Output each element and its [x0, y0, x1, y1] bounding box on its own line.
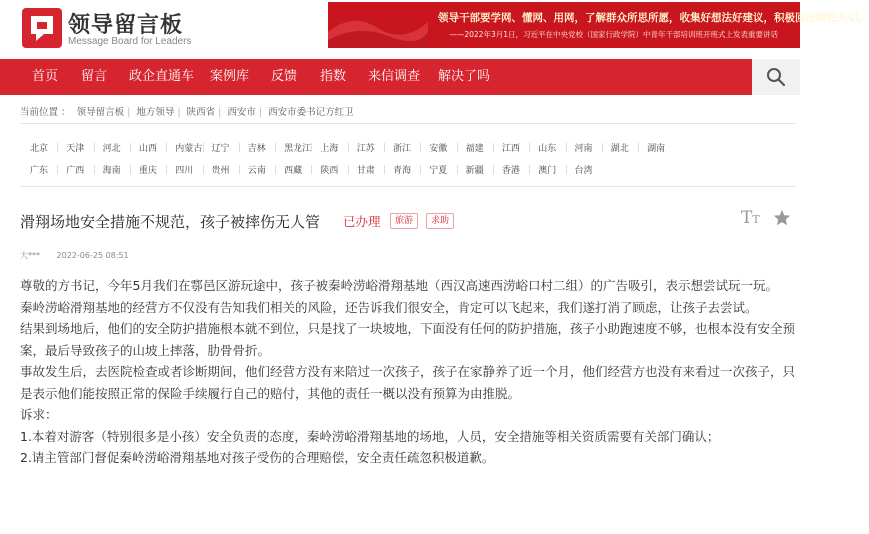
region-link[interactable]: 广东	[30, 166, 49, 176]
search-button[interactable]	[752, 59, 800, 95]
region-separator	[420, 165, 421, 174]
nav-feedback[interactable]: 反馈	[271, 69, 298, 84]
region-separator	[94, 143, 95, 152]
region-separator	[94, 165, 95, 174]
author: 大***	[20, 251, 40, 260]
region-link[interactable]: 甘肃	[356, 166, 375, 176]
region-separator	[311, 165, 312, 174]
region-link[interactable]: 贵州	[211, 166, 230, 176]
header-banner	[328, 2, 869, 48]
region-link[interactable]: 浙江	[393, 144, 412, 154]
font-size-icon[interactable]: TT	[741, 208, 760, 228]
region-separator	[348, 165, 349, 174]
banner-quote: 领导干部要学网、懂网、用网，了解群众所思所愿，收集好想法好建议，积极回应网民关切。	[438, 12, 869, 24]
region-separator	[493, 165, 494, 174]
region-link[interactable]: 安徽	[429, 144, 448, 154]
region-link[interactable]: 广西	[66, 166, 85, 176]
logo-mark-icon	[22, 8, 62, 48]
message-paragraph: 尊敬的方书记，今年5月我们在鄠邑区游玩途中，孩子被秦岭涝峪滑翔基地（西汉高速西涝峪口村二组）的广告吸引，表示想尝试玩一玩。	[20, 278, 778, 293]
region-link[interactable]: 重庆	[138, 166, 157, 176]
breadcrumb-separator: |	[177, 107, 181, 118]
region-separator	[239, 165, 240, 174]
region-separator	[529, 143, 530, 152]
post-date: 2022-06-25 08:51	[56, 251, 129, 260]
region-link[interactable]: 云南	[247, 166, 266, 176]
nav-solved[interactable]: 解决了吗	[438, 69, 491, 84]
region-link[interactable]: 江西	[501, 144, 520, 154]
region-link[interactable]: 河南	[574, 144, 593, 154]
region-separator	[57, 143, 58, 152]
region-link[interactable]: 江苏	[356, 144, 375, 154]
message-paragraph: 秦岭涝峪滑翔基地的经营方不仅没有告知我们相关的风险，还告诉我们很安全，肯定可以飞起来，我们遂打消了顾虑，让孩子去尝试。	[20, 299, 758, 315]
region-link[interactable]: 宁夏	[429, 166, 448, 176]
region-separator	[457, 143, 458, 152]
region-separator	[384, 143, 385, 152]
region-link[interactable]: 福建	[465, 144, 484, 154]
region-link[interactable]: 上海	[320, 144, 339, 154]
message-body	[20, 275, 795, 469]
region-separator	[203, 143, 204, 152]
favorite-star-icon[interactable]	[773, 209, 791, 226]
region-separator	[275, 165, 276, 174]
region-separator	[420, 143, 421, 152]
region-link[interactable]: 四川	[175, 166, 194, 176]
region-link[interactable]: 湖南	[647, 144, 666, 154]
breadcrumb-separator: |	[127, 107, 131, 118]
region-link[interactable]: 河北	[102, 144, 121, 154]
nav-index[interactable]: 指数	[320, 69, 347, 84]
region-separator	[275, 143, 276, 152]
nav-message[interactable]: 留言	[81, 69, 108, 84]
breadcrumb-item[interactable]: 领导留言板	[76, 107, 125, 118]
region-link[interactable]: 吉林	[247, 144, 266, 154]
message-paragraph: 诉求：	[20, 407, 58, 422]
logo-title: 领导留言板	[68, 13, 184, 38]
region-link[interactable]: 台湾	[574, 166, 593, 176]
region-separator	[566, 143, 567, 152]
tag-help[interactable]: 求助	[426, 213, 454, 229]
region-separator	[130, 143, 131, 152]
region-link[interactable]: 山西	[138, 144, 157, 154]
breadcrumb-item[interactable]: 西安市委书记方红卫	[268, 107, 354, 118]
region-separator	[130, 165, 131, 174]
site-header	[0, 0, 869, 58]
message-meta	[20, 250, 129, 261]
region-separator	[166, 143, 167, 152]
site-logo[interactable]	[22, 6, 202, 52]
region-separator	[529, 165, 530, 174]
breadcrumb	[20, 104, 357, 118]
region-link[interactable]: 辽宁	[211, 144, 230, 154]
region-link[interactable]: 香港	[501, 166, 520, 176]
breadcrumb-separator: |	[218, 107, 222, 118]
region-separator	[493, 143, 494, 152]
message-paragraph: 事故发生后，去医院检查或者诊断期间，他们经营方没有来陪过一次孩子，孩子在家静养了近一个月，他们经营方也没有来看过一次孩子，只是表示他们能按照正常的保险手续履行自己的赔付，其他的责任一概以没有预算为由推脱。	[20, 364, 796, 401]
region-separator	[57, 165, 58, 174]
region-link[interactable]: 北京	[30, 144, 49, 154]
region-separator	[566, 165, 567, 174]
region-link[interactable]: 内蒙古	[175, 144, 203, 154]
region-separator	[602, 143, 603, 152]
status-badge: 已办理	[343, 214, 381, 229]
tag-tourism[interactable]: 旅游	[390, 213, 418, 229]
region-separator	[311, 143, 312, 152]
nav-cases[interactable]: 案例库	[210, 69, 250, 84]
message-paragraph: 2.请主管部门督促秦岭涝峪滑翔基地对孩子受伤的合理赔偿，安全责任疏忽积极道歉。	[20, 450, 495, 465]
region-link[interactable]: 天津	[66, 144, 85, 154]
region-link[interactable]: 澳门	[538, 166, 557, 176]
breadcrumb-item[interactable]: 西安市	[227, 107, 256, 118]
region-link[interactable]: 陕西	[320, 166, 339, 176]
region-separator	[348, 143, 349, 152]
nav-survey[interactable]: 来信调查	[368, 69, 421, 84]
breadcrumb-prefix: 当前位置 ：	[20, 107, 71, 118]
main-nav	[0, 59, 800, 95]
message-title: 滑翔场地安全措施不规范，孩子被摔伤无人管	[20, 213, 321, 231]
banner-decoration	[328, 2, 428, 48]
breadcrumb-separator: |	[258, 107, 263, 118]
search-icon	[766, 67, 786, 87]
region-separator	[239, 143, 240, 152]
region-link[interactable]: 青海	[393, 166, 412, 176]
divider	[20, 123, 796, 124]
nav-home[interactable]: 首页	[32, 69, 59, 84]
logo-subtitle: Message Board for Leaders	[68, 36, 192, 47]
region-separator	[638, 143, 639, 152]
region-link[interactable]: 西藏	[284, 166, 303, 176]
region-link[interactable]: 黑龙江	[284, 144, 312, 154]
region-link[interactable]: 海南	[102, 166, 121, 176]
region-link[interactable]: 湖北	[610, 144, 629, 154]
nav-enterprise[interactable]: 政企直通车	[129, 69, 195, 84]
divider	[20, 186, 796, 187]
region-link[interactable]: 山东	[538, 144, 557, 154]
region-link[interactable]: 新疆	[465, 166, 484, 176]
message-paragraph: 1.本着对游客（特别很多是小孩）安全负责的态度，秦岭涝峪滑翔基地的场地，人员，安全措施等相关资质需要有关部门确认；	[20, 428, 720, 444]
region-separator	[457, 165, 458, 174]
region-separator	[203, 165, 204, 174]
banner-source: ——2022年3月1日，习近平在中央党校（国家行政学院）中青年干部培训班开班式上发表重要讲话	[449, 30, 778, 39]
breadcrumb-item[interactable]: 地方领导	[136, 107, 175, 118]
breadcrumb-item[interactable]: 陕西省	[186, 107, 216, 118]
region-separator	[384, 165, 385, 174]
message-paragraph: 结果到场地后，他们的安全防护措施根本就不到位，只是找了一块坡地，下面没有任何的防护措施，孩子小助跑速度不够，也根本没有安全预案，最后导致孩子的山坡上摔落，肋骨骨折。	[20, 321, 796, 358]
region-separator	[166, 165, 167, 174]
